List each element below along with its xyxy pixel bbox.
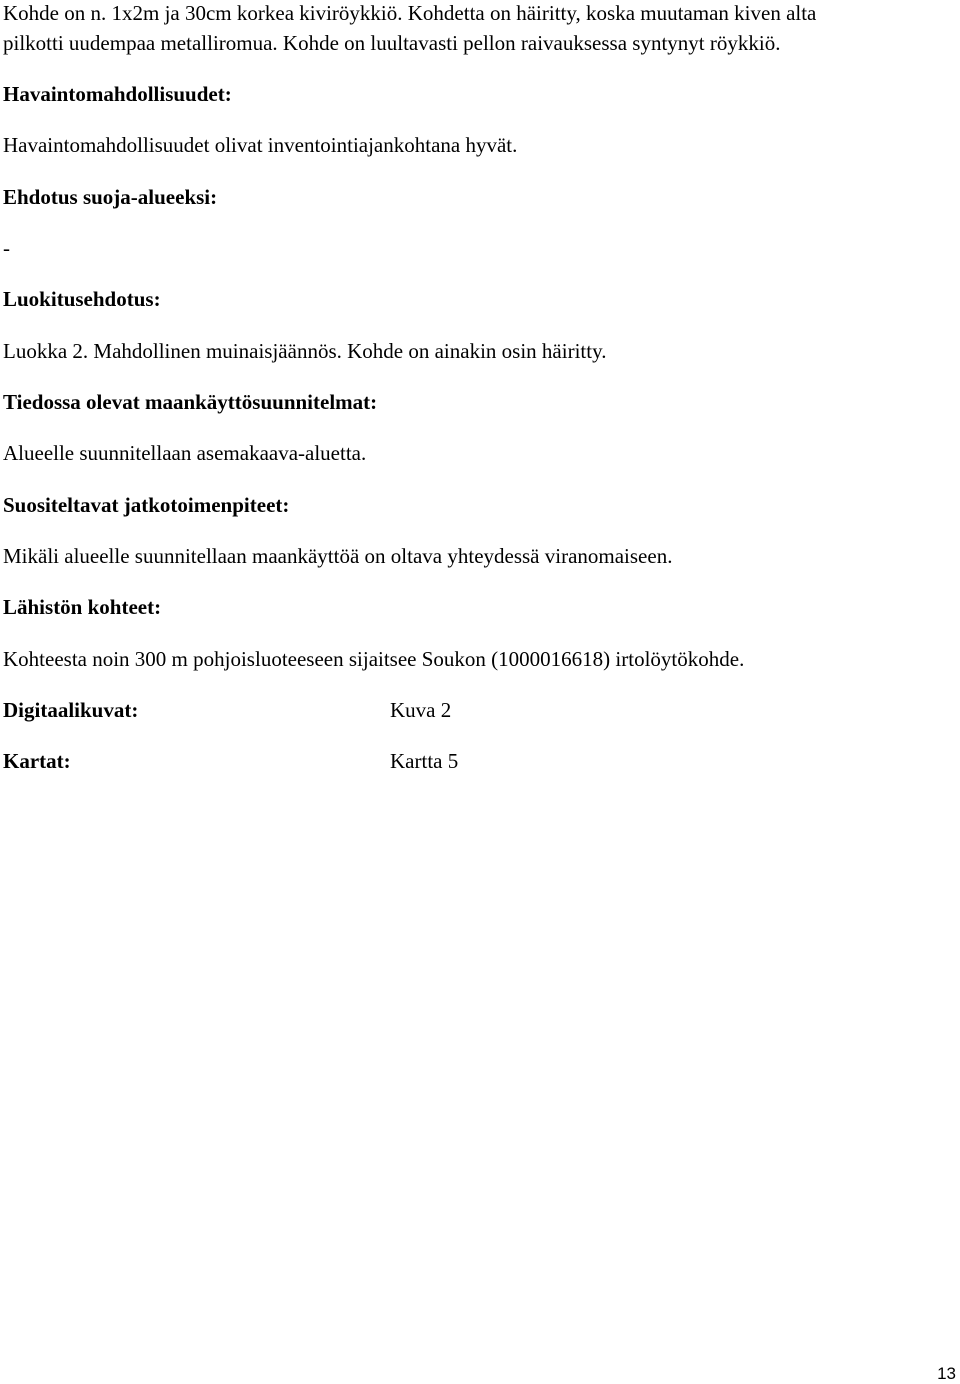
- page-number: 13: [937, 1364, 956, 1383]
- photos-value: Kuva 2: [390, 698, 452, 722]
- photos-label: Digitaalikuvat:: [3, 698, 139, 722]
- maps-label: Kartat:: [3, 749, 71, 773]
- photos-row: [3, 697, 603, 723]
- recommendations-text: Mikäli alueelle suunnitellaan maankäyttöä on oltava yhteydessä viranomaiseen.: [3, 544, 673, 568]
- recommendations-heading: Suositeltavat jatkotoimenpiteet:: [3, 493, 290, 517]
- observation-text: Havaintomahdollisuudet olivat inventointiajankohtana hyvät.: [3, 133, 518, 157]
- nearby-text: Kohteesta noin 300 m pohjoisluoteeseen sijaitsee Soukon (1000016618) irtolöytökohde.: [3, 647, 745, 671]
- landuse-text: Alueelle suunnitellaan asemakaava-aluetta.: [3, 441, 367, 465]
- protection-heading: Ehdotus suoja-alueeksi:: [3, 185, 218, 209]
- maps-value: Kartta 5: [390, 749, 459, 773]
- classification-heading: Luokitusehdotus:: [3, 287, 161, 311]
- intro-line-1: Kohde on n. 1x2m ja 30cm korkea kiviröykkiö. Kohdetta on häiritty, koska muutaman kiven alta: [3, 1, 817, 25]
- nearby-heading: Lähistön kohteet:: [3, 595, 162, 619]
- landuse-heading: Tiedossa olevat maankäyttösuunnitelmat:: [3, 390, 378, 414]
- observation-heading: Havaintomahdollisuudet:: [3, 82, 232, 106]
- protection-text: -: [3, 236, 10, 260]
- maps-row: [3, 748, 603, 774]
- intro-line-2: pilkotti uudempaa metalliromua. Kohde on luultavasti pellon raivauksessa syntynyt röykkiö.: [3, 31, 781, 55]
- classification-text: Luokka 2. Mahdollinen muinaisjäännös. Kohde on ainakin osin häiritty.: [3, 339, 607, 363]
